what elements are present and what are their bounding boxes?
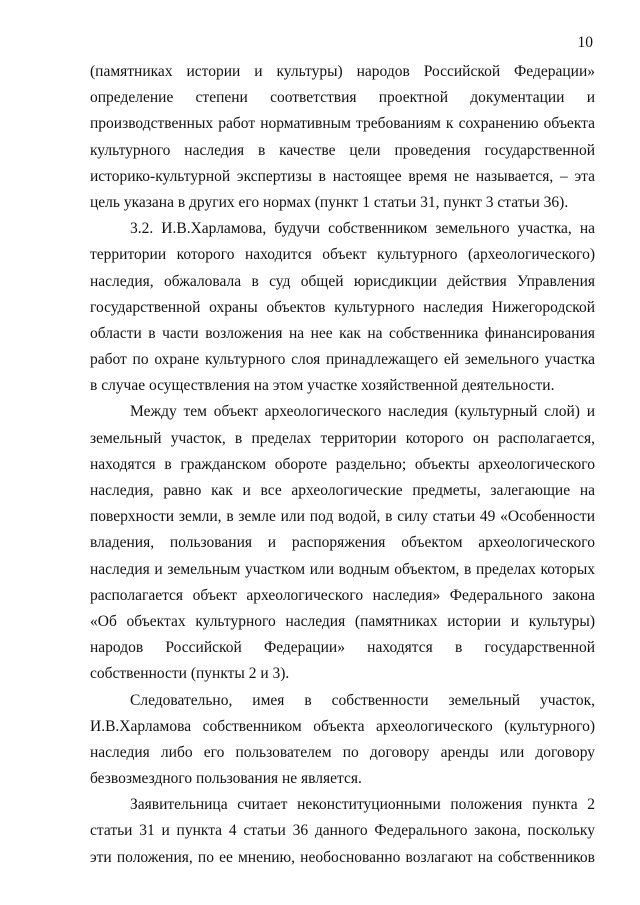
text-line: наследия либо его пользователем по договору аренды или договору — [90, 743, 595, 761]
text-line: наследия и земельным участком или водным объектом, в пределах которых — [90, 560, 595, 578]
page-number: 10 — [577, 34, 593, 51]
text-line: располагается объект археологического наследия» Федерального закона — [90, 586, 595, 604]
text-line: эти положения, по ее мнению, необоснованно возлагают на собственников — [90, 848, 595, 866]
text-line: земельный участок, в пределах территории которого он располагается, — [90, 429, 595, 447]
text-line: (памятниках истории и культуры) народов Российской Федерации» — [90, 63, 595, 80]
text-line: культурного наследия в качестве цели проведения государственной — [90, 141, 595, 159]
paragraph — [90, 216, 595, 399]
text-line: находятся в гражданском обороте раздельно; объекты археологического — [90, 455, 595, 473]
text-line: историко-культурной экспертизы в настоящее время не называется, – эта — [90, 167, 595, 185]
text-line: Между тем объект археологического наследия (культурный слой) и — [130, 403, 595, 421]
paragraph — [90, 792, 595, 871]
text-line: наследия, обжаловала в суд общей юрисдикции действия Управления — [90, 272, 595, 290]
text-line: 3.2. И.В.Харламова, будучи собственником земельного участка, на — [130, 220, 595, 238]
text-line: владения, пользования и распоряжения объектом археологического — [90, 534, 595, 552]
paragraph — [90, 688, 595, 793]
text-line: поверхности земли, в земле или под водой, в силу статьи 49 «Особенности — [90, 508, 595, 526]
text-line: определение степени соответствия проектной документации и — [90, 89, 595, 107]
text-line: собственности (пункты 2 и 3). — [90, 665, 290, 683]
text-line: статьи 31 и пункта 4 статьи 36 данного Федерального закона, поскольку — [90, 822, 595, 840]
text-line: работ по охране культурного слоя принадлежащего ей земельного участка — [90, 351, 595, 369]
paragraph — [90, 59, 595, 216]
text-line: Следовательно, имея в собственности земельный участок, — [130, 691, 595, 709]
text-line: наследия, равно как и все археологические предметы, залегающие на — [90, 482, 595, 499]
paragraph — [90, 399, 595, 687]
text-line: безвозмездного пользования не является. — [90, 770, 362, 788]
text-line: «Об объектах культурного наследия (памятниках истории и культуры) — [90, 612, 595, 630]
text-line: цель указана в других его нормах (пункт 1 статьи 31, пункт 3 статьи 36). — [90, 193, 569, 211]
text-line: Заявительница считает неконституционными положения пункта 2 — [130, 796, 595, 814]
text-line: государственной охраны объектов культурного наследия Нижегородской — [90, 298, 595, 316]
text-line: области в части возложения на нее как на собственника финансирования — [90, 324, 595, 342]
text-line: И.В.Харламова собственником объекта археологического (культурного) — [90, 717, 595, 735]
text-line: производственных работ нормативным требованиям к сохранению объекта — [90, 115, 595, 133]
text-line: народов Российской Федерации» находятся в государственной — [90, 639, 595, 657]
text-line: территории которого находится объект культурного (археологического) — [90, 246, 595, 264]
text-line: в случае осуществления на этом участке хозяйственной деятельности. — [90, 377, 555, 395]
document-body — [90, 59, 595, 871]
